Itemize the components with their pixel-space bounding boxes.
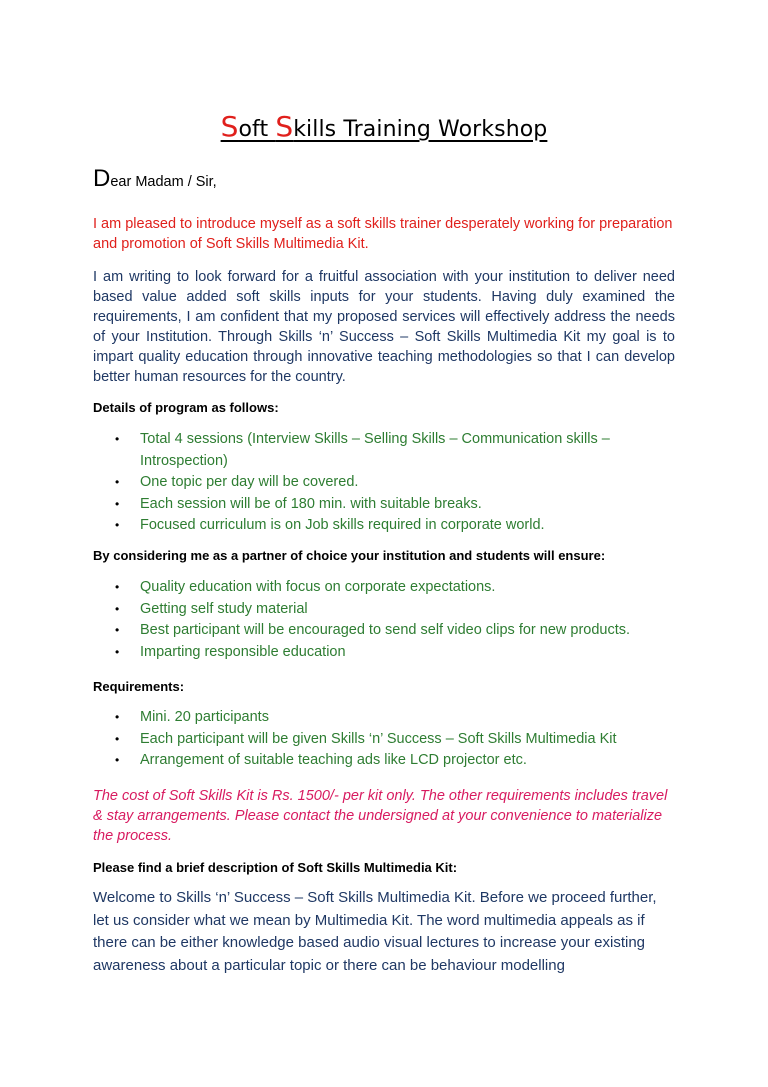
cost-paragraph: The cost of Soft Skills Kit is Rs. 1500/- per kit only. The other requirements includes travel & stay arrangements. Please contact the undersigned at your convenience to materialize the process. (93, 788, 668, 844)
body-paragraph: I am writing to look forward for a fruitful association with your institution to deliver need based value added soft skills inputs for your students. Having duly examined the requirements, I am confident that my proposed services will effectively address the needs of your Institution. Through Skills ‘n’ Success – Soft Skills Multimedia Kit my goal is to impart quality education through innovative teaching methodologies so that I can develop better human resources for the country. (93, 269, 675, 385)
requirements-list (113, 707, 673, 772)
bullet-icon: • (115, 710, 120, 724)
bullet-icon: • (115, 475, 120, 489)
title-part-2: kills Training Workshop (293, 117, 548, 142)
list-item: • Imparting responsible education (113, 642, 673, 664)
title-initial-s2: S (275, 110, 294, 143)
bullet-icon: • (115, 432, 120, 446)
bullet-icon: • (115, 623, 120, 637)
salutation-dropcap: D (93, 165, 111, 192)
document-title (93, 110, 675, 143)
salutation-text: ear Madam / Sir, (110, 174, 217, 190)
intro-paragraph: I am pleased to introduce myself as a soft skills trainer desperately working for preparation and promotion of Soft Skills Multimedia Kit. (93, 216, 673, 252)
bullet-icon: • (115, 644, 120, 659)
program-heading: Details of program as follows: (93, 400, 279, 415)
salutation (93, 165, 217, 193)
bullet-icon: • (115, 496, 120, 511)
list-item: • Arrangement of suitable teaching ads like LCD projector etc. (113, 750, 673, 772)
bullet-icon: • (115, 580, 120, 594)
requirements-heading: Requirements: (93, 679, 185, 694)
bullet-icon: • (115, 731, 120, 746)
kit-description: Welcome to Skills ‘n’ Success – Soft Skills Multimedia Kit. Before we proceed further, let us consider what we mean by Multimedia Kit. The word multimedia appeals as if there can be either knowledge based audio visual lectures to increase your existing awareness about a particular topic or there can be behaviour modelling (93, 889, 657, 974)
title-part-1: oft (238, 117, 276, 142)
list-item: • Best participant will be encouraged to send self video clips for new products. (113, 620, 673, 642)
list-item: • Each participant will be given Skills ‘n’ Success – Soft Skills Multimedia Kit (113, 729, 673, 751)
list-item: • Quality education with focus on corporate expectations. (113, 577, 673, 599)
title-initial-s1: S (220, 110, 239, 143)
list-item: • Each session will be of 180 min. with suitable breaks. (113, 494, 673, 516)
bullet-icon: • (115, 753, 120, 767)
bullet-icon: • (115, 518, 120, 532)
partner-heading: By considering me as a partner of choice your institution and students will ensure: (93, 548, 606, 563)
list-item: • One topic per day will be covered. (113, 472, 673, 494)
partner-list (113, 577, 673, 663)
bullet-icon: • (115, 601, 120, 616)
list-item: • Mini. 20 participants (113, 707, 673, 729)
kit-heading: Please find a brief description of Soft Skills Multimedia Kit: (93, 860, 458, 875)
list-item: • Getting self study material (113, 599, 673, 621)
list-item: • Focused curriculum is on Job skills required in corporate world. (113, 515, 673, 537)
program-list (113, 429, 673, 537)
list-item: • Total 4 sessions (Interview Skills – Selling Skills – Communication skills – Introspection) (115, 431, 610, 469)
